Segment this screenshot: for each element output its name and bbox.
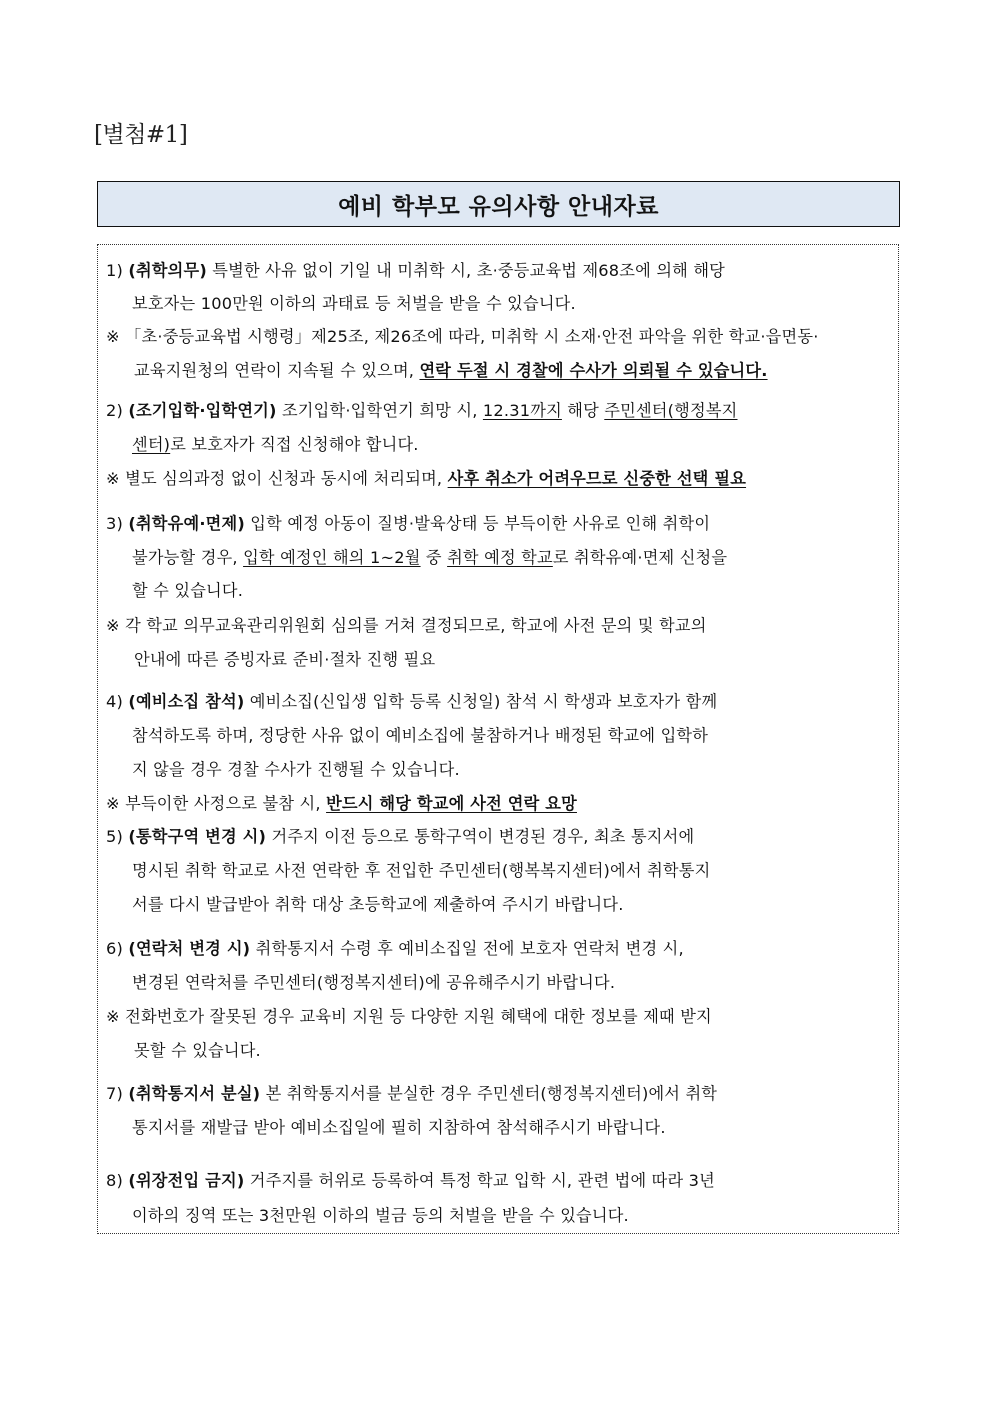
item-text: 거주지를 허위로 등록하여 특정 학교 입학 시, 관련 법에 따라 3년 bbox=[244, 1171, 716, 1190]
item-heading: (통학구역 변경 시) bbox=[128, 827, 267, 846]
item-text: 취학통지서 수령 후 예비소집일 전에 보호자 연락처 변경 시, bbox=[250, 939, 684, 958]
item-heading: (취학의무) bbox=[128, 261, 207, 280]
item-text: 로 취학유예·면제 신청을 bbox=[552, 548, 728, 567]
item-text: 불가능할 경우, bbox=[132, 548, 244, 567]
item-number: 1) bbox=[106, 261, 124, 280]
item-heading: (예비소집 참석) bbox=[128, 692, 245, 711]
item-7-line-2: 통지서를 재발급 받아 예비소집일에 필히 지참하여 참석해주시기 바랍니다. bbox=[132, 1118, 666, 1137]
item-6-line-1 bbox=[106, 935, 684, 959]
item-1-line-1 bbox=[106, 257, 725, 281]
note-mark-icon: ※ bbox=[106, 469, 120, 488]
item-1-line-2: 보호자는 100만원 이하의 과태료 등 처벌을 받을 수 있습니다. bbox=[132, 294, 576, 313]
item-text: 입학 예정 아동이 질병·발육상태 등 부득이한 사유로 인해 취학이 bbox=[244, 514, 711, 533]
item-text: 중 bbox=[420, 548, 448, 567]
period-text: 입학 예정인 해의 1~2월 bbox=[243, 548, 421, 567]
item-2-line-1 bbox=[106, 397, 738, 421]
note-text: 「초·중등교육법 시행령」제25조, 제26조에 따라, 미취학 시 소재·안전 파악을 위한 학교·읍면동· bbox=[125, 327, 819, 346]
office-text: 센터) bbox=[132, 435, 171, 454]
item-text: 로 보호자가 직접 신청해야 합니다. bbox=[170, 435, 419, 454]
note-emphasis: 연락 두절 시 경찰에 수사가 의뢰될 수 있습니다. bbox=[419, 361, 768, 380]
item-5-line-3: 서를 다시 발급받아 취학 대상 초등학교에 제출하여 주시기 바랍니다. bbox=[132, 895, 624, 914]
item-2-note bbox=[106, 465, 746, 489]
item-4-line-3: 지 않을 경우 경찰 수사가 진행될 수 있습니다. bbox=[132, 760, 460, 779]
item-3-note-line-1 bbox=[106, 612, 707, 636]
item-2-line-2 bbox=[132, 431, 419, 455]
item-number: 4) bbox=[106, 692, 124, 711]
item-heading: (위장전입 금지) bbox=[128, 1171, 245, 1190]
item-number: 5) bbox=[106, 827, 124, 846]
item-7-line-1 bbox=[106, 1080, 717, 1104]
note-mark-icon: ※ bbox=[106, 327, 120, 346]
item-3-line-1 bbox=[106, 510, 710, 534]
item-6-note-line-2: 못할 수 있습니다. bbox=[134, 1041, 261, 1060]
item-1-note-line-2 bbox=[134, 357, 768, 381]
item-1-note-line-1 bbox=[106, 323, 819, 347]
item-number: 3) bbox=[106, 514, 124, 533]
item-8-line-2: 이하의 징역 또는 3천만원 이하의 벌금 등의 처벌을 받을 수 있습니다. bbox=[132, 1206, 629, 1225]
item-3-line-2 bbox=[132, 544, 727, 568]
attachment-label: [별첨#1] bbox=[94, 122, 188, 148]
item-number: 7) bbox=[106, 1084, 124, 1103]
item-4-line-1 bbox=[106, 688, 717, 712]
item-text: 해당 bbox=[561, 401, 605, 420]
item-5-line-1 bbox=[106, 823, 694, 847]
school-text: 취학 예정 학교 bbox=[447, 548, 553, 567]
notice-content-box bbox=[97, 244, 899, 1234]
item-number: 6) bbox=[106, 939, 124, 958]
item-number: 8) bbox=[106, 1171, 124, 1190]
note-text: 전화번호가 잘못된 경우 교육비 지원 등 다양한 지원 혜택에 대한 정보를 제때 받지 bbox=[125, 1007, 712, 1026]
note-mark-icon: ※ bbox=[106, 1007, 120, 1026]
item-text: 거주지 이전 등으로 통학구역이 변경된 경우, 최초 통지서에 bbox=[266, 827, 695, 846]
item-text: 조기입학·입학연기 희망 시, bbox=[276, 401, 483, 420]
item-text: 예비소집(신입생 입학 등록 신청일) 참석 시 학생과 보호자가 함께 bbox=[244, 692, 718, 711]
note-text: 각 학교 의무교육관리위원회 심의를 거쳐 결정되므로, 학교에 사전 문의 및 학교의 bbox=[125, 616, 707, 635]
item-6-note-line-1 bbox=[106, 1003, 712, 1027]
item-heading: (조기입학·입학연기) bbox=[128, 401, 277, 420]
item-text: 본 취학통지서를 분실한 경우 주민센터(행정복지센터)에서 취학 bbox=[260, 1084, 718, 1103]
title-box bbox=[97, 181, 900, 227]
deadline-text: 12.31까지 bbox=[482, 401, 562, 420]
item-8-line-1 bbox=[106, 1167, 715, 1191]
item-6-line-2: 변경된 연락처를 주민센터(행정복지센터)에 공유해주시기 바랍니다. bbox=[132, 973, 616, 992]
item-heading: (취학유예·면제) bbox=[128, 514, 245, 533]
note-text: 별도 심의과정 없이 신청과 동시에 처리되며, bbox=[125, 469, 448, 488]
item-4-note bbox=[106, 790, 577, 814]
page-title: 예비 학부모 유의사항 안내자료 bbox=[338, 193, 659, 220]
note-mark-icon: ※ bbox=[106, 794, 120, 813]
note-text: 교육지원청의 연락이 지속될 수 있으며, bbox=[134, 361, 420, 380]
item-5-line-2: 명시된 취학 학교로 사전 연락한 후 전입한 주민센터(행복복지센터)에서 취학통지 bbox=[132, 861, 711, 880]
note-mark-icon: ※ bbox=[106, 616, 120, 635]
item-heading: (연락처 변경 시) bbox=[128, 939, 251, 958]
note-emphasis: 사후 취소가 어려우므로 신중한 선택 필요 bbox=[447, 469, 747, 488]
note-emphasis: 반드시 해당 학교에 사전 연락 요망 bbox=[326, 794, 577, 813]
item-text: 특별한 사유 없이 기일 내 미취학 시, 초·중등교육법 제68조에 의해 해당 bbox=[206, 261, 726, 280]
note-text: 부득이한 사정으로 불참 시, bbox=[125, 794, 327, 813]
item-4-line-2: 참석하도록 하며, 정당한 사유 없이 예비소집에 불참하거나 배정된 학교에 입학하 bbox=[132, 726, 709, 745]
item-3-line-3: 할 수 있습니다. bbox=[132, 581, 244, 600]
item-3-note-line-2: 안내에 따른 증빙자료 준비·절차 진행 필요 bbox=[134, 650, 436, 669]
item-heading: (취학통지서 분실) bbox=[128, 1084, 261, 1103]
item-number: 2) bbox=[106, 401, 124, 420]
office-text: 주민센터(행정복지 bbox=[604, 401, 738, 420]
